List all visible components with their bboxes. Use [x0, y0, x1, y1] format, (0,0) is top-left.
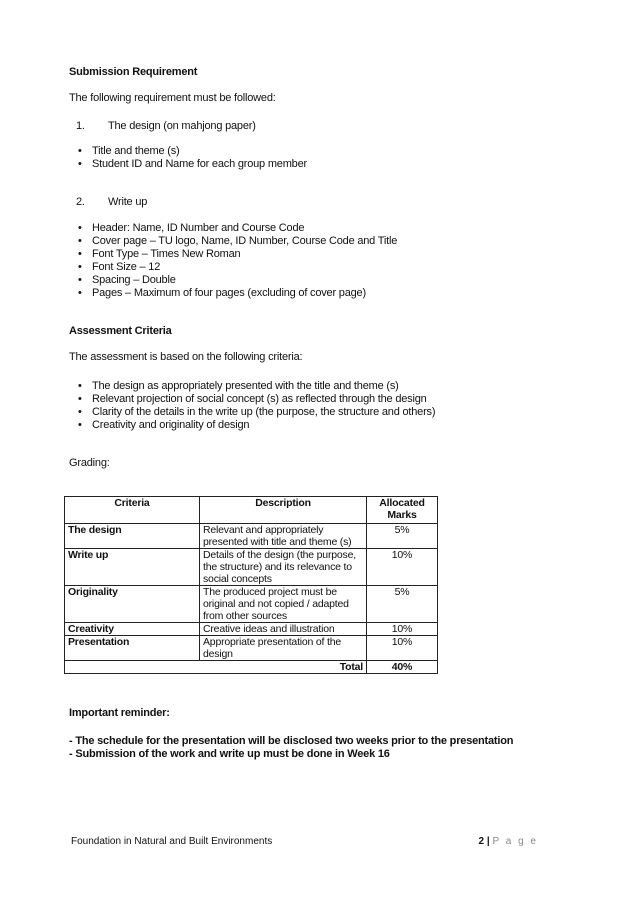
page-label: P a g e	[492, 836, 538, 847]
item1-text: The design (on mahjong paper)	[108, 120, 256, 132]
reminder-line: - Submission of the work and write up must be done in Week 16	[69, 748, 390, 760]
row-marks: 5%	[367, 524, 438, 549]
assessment-bullet-list	[78, 380, 435, 432]
page-separator: |	[486, 836, 490, 847]
total-row	[65, 661, 438, 674]
header-marks: Allocated Marks	[367, 497, 438, 524]
list-item: • Creativity and originality of design	[78, 419, 435, 432]
list-item: • Student ID and Name for each group member	[78, 158, 307, 171]
footer-course-title: Foundation in Natural and Built Environments	[71, 836, 273, 847]
list-item: • Title and theme (s)	[78, 145, 307, 158]
grading-label: Grading:	[69, 457, 110, 469]
footer-page-indicator	[479, 836, 538, 847]
list-item: • Spacing – Double	[78, 274, 397, 287]
total-value: 40%	[367, 661, 438, 674]
total-label: Total	[65, 661, 367, 674]
list-item: • Font Type – Times New Roman	[78, 248, 397, 261]
item2-bullet-list	[78, 222, 397, 300]
list-item: • The design as appropriately presented with the title and theme (s)	[78, 380, 435, 393]
grading-table	[64, 496, 438, 674]
page-number: 2	[478, 836, 485, 847]
row-criteria: Originality	[65, 586, 200, 623]
table-row	[65, 524, 438, 549]
table-header-row	[65, 497, 438, 524]
assessment-intro: The assessment is based on the following criteria:	[69, 351, 303, 363]
row-criteria: Write up	[65, 549, 200, 586]
reminder-line: - The schedule for the presentation will be disclosed two weeks prior to the presentation	[69, 735, 514, 747]
row-criteria: Creativity	[65, 623, 200, 636]
row-marks: 5%	[367, 586, 438, 623]
submission-intro: The following requirement must be followed:	[69, 92, 276, 104]
row-description: Relevant and appropriately presented with title and theme (s)	[200, 524, 367, 549]
item1-bullet-list	[78, 145, 307, 171]
table-row	[65, 549, 438, 586]
header-criteria: Criteria	[65, 497, 200, 524]
item1-number: 1.	[76, 120, 85, 132]
list-item: • Header: Name, ID Number and Course Code	[78, 222, 397, 235]
row-marks: 10%	[367, 549, 438, 586]
row-marks: 10%	[367, 636, 438, 661]
list-item: • Clarity of the details in the write up (the purpose, the structure and others)	[78, 406, 435, 419]
row-description: Details of the design (the purpose, the structure) and its relevance to social concepts	[200, 549, 367, 586]
row-description: The produced project must be original and not copied / adapted from other sources	[200, 586, 367, 623]
row-marks: 10%	[367, 623, 438, 636]
row-description: Creative ideas and illustration	[200, 623, 367, 636]
list-item: • Pages – Maximum of four pages (excluding of cover page)	[78, 287, 397, 300]
list-item: • Font Size – 12	[78, 261, 397, 274]
table-row	[65, 623, 438, 636]
list-item: • Cover page – TU logo, Name, ID Number, Course Code and Title	[78, 235, 397, 248]
assessment-heading: Assessment Criteria	[69, 325, 172, 337]
list-item: • Relevant projection of social concept (s) as reflected through the design	[78, 393, 435, 406]
table-row	[65, 586, 438, 623]
item2-number: 2.	[76, 196, 85, 208]
item2-text: Write up	[108, 196, 148, 208]
submission-heading: Submission Requirement	[69, 66, 198, 78]
row-criteria: Presentation	[65, 636, 200, 661]
row-description: Appropriate presentation of the design	[200, 636, 367, 661]
header-description: Description	[200, 497, 367, 524]
reminder-heading: Important reminder:	[69, 707, 170, 719]
row-criteria: The design	[65, 524, 200, 549]
table-row	[65, 636, 438, 661]
